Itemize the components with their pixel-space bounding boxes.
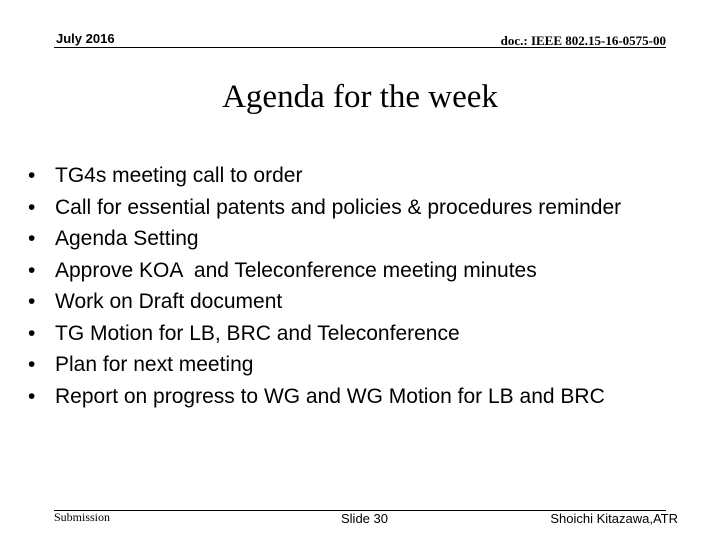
agenda-item-text: Call for essential patents and policies & procedures reminder — [55, 195, 622, 219]
header-date: July 2016 — [56, 31, 115, 46]
agenda-item-text: TG4s meeting call to order — [55, 164, 303, 187]
agenda-item-text: Plan for next meeting — [55, 353, 254, 376]
agenda-item — [26, 162, 706, 190]
agenda-item-text: Agenda Setting — [55, 227, 199, 250]
bullet-icon: • — [28, 258, 36, 282]
bullet-icon: • — [28, 290, 36, 313]
bullet-icon: • — [28, 195, 36, 219]
header-divider — [54, 47, 666, 48]
footer-author: Shoichi Kitazawa,ATR — [550, 511, 678, 526]
footer-submission: Submission — [54, 510, 111, 524]
bullet-icon: • — [28, 384, 36, 408]
document-id: doc.: IEEE 802.15-16-0575-00 — [500, 33, 666, 48]
agenda-item — [26, 194, 706, 222]
bullet-icon: • — [28, 353, 36, 376]
bullet-icon: • — [28, 321, 36, 345]
bullet-icon: • — [28, 164, 36, 187]
agenda-item — [26, 320, 706, 348]
agenda-item — [26, 257, 706, 285]
agenda-item-text: TG Motion for LB, BRC and Teleconference — [55, 321, 460, 345]
agenda-item — [26, 351, 706, 379]
agenda-item-text: Approve KOA and Teleconference meeting minutes — [55, 258, 537, 282]
slide-number: Slide 30 — [341, 511, 388, 526]
slide-title: Agenda for the week — [222, 79, 498, 115]
agenda-item — [26, 288, 706, 316]
agenda-list — [26, 162, 706, 414]
agenda-item — [26, 225, 706, 253]
agenda-item-text: Report on progress to WG and WG Motion for LB and BRC — [55, 384, 605, 408]
agenda-item — [26, 383, 706, 411]
agenda-item-text: Work on Draft document — [55, 290, 283, 313]
bullet-icon: • — [28, 227, 36, 250]
